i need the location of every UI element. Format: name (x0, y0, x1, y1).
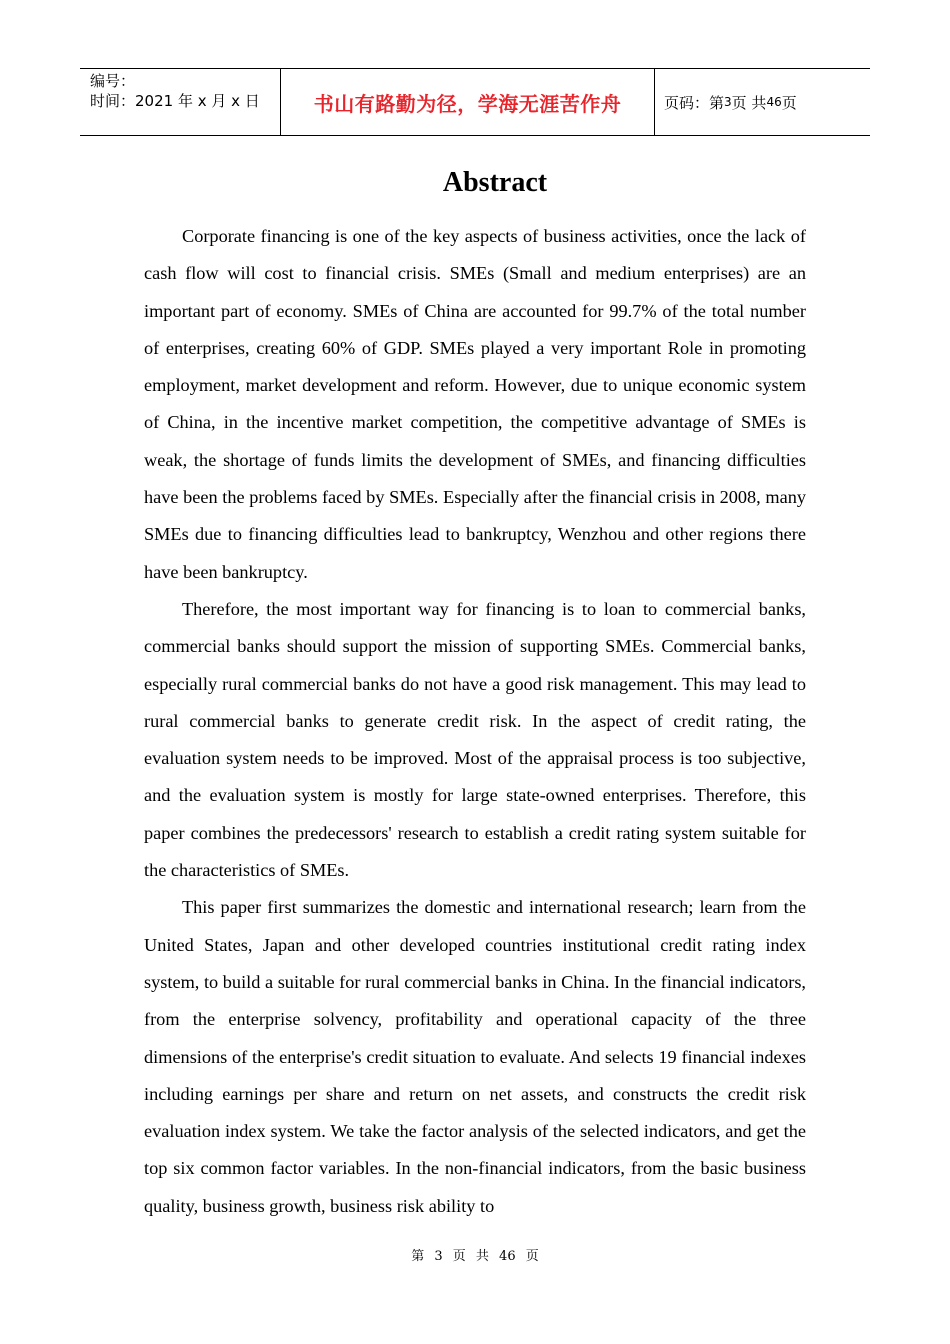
header-left-cell (80, 69, 281, 135)
paragraph: Corporate financing is one of the key aspects of business activities, once the lack of cash flow will cost to financial crisis. SMEs (Small and medium enterprises) are an important part of economy. SMEs of China are accounted for 99.7% of the total number of enterprises, creating 60% of GDP. SMEs played a very important Role in promoting employment, market development and reform. However, due to unique economic system of China, in the incentive market competition, the competitive advantage of SMEs is weak, the shortage of funds limits the development of SMEs, and financing difficulties have been the problems faced by SMEs. Especially after the financial crisis in 2008, many SMEs due to financing difficulties lead to bankruptcy, Wenzhou and other regions there have been bankruptcy. (144, 226, 806, 582)
document-header (80, 68, 870, 136)
page-code-prefix: 页码：第 (664, 93, 725, 112)
doc-number-label: 编号： (90, 72, 136, 90)
motto-text: 书山有路勤为径，学海无涯苦作舟 (313, 91, 622, 116)
page-code-middle: 页 共 (731, 93, 767, 112)
paragraph: This paper first summarizes the domestic and international research; learn from the United States, Japan and other developed countries institutional credit rating index system, to build a suitable for rural commercial banks in China. In the financial indicators, from the enterprise solvency, profitability and operational capacity of the three dimensions of the enterprise's credit situation to evaluate. And selects 19 financial indexes including earnings per share and return on net assets, and constructs the credit risk evaluation index system. We take the factor analysis of the selected indicators, and get the top six common factor variables. In the non-financial indicators, from the basic business quality, business growth, business risk ability to (144, 897, 806, 1216)
page-footer: 第 3 页 共 46 页 (411, 1249, 539, 1264)
header-motto-cell (281, 69, 655, 135)
date-label: 时间：2021 年 x 月 x 日 (90, 92, 260, 110)
paragraph: Therefore, the most important way for financing is to loan to commercial banks, commercial banks should support the mission of supporting SMEs. Commercial banks, especially rural commercial banks do not have a good risk management. This may lead to rural commercial banks to generate credit risk. In the aspect of credit rating, the evaluation system needs to be improved. Most of the appraisal process is too subjective, and the evaluation system is mostly for large state-owned enterprises. Therefore, this paper combines the predecessors' research to establish a credit rating system suitable for the characteristics of SMEs. (144, 598, 806, 881)
page-total: 46 (766, 95, 782, 109)
page-code-suffix: 页 (781, 93, 797, 112)
abstract-body (144, 218, 806, 1225)
page-title: Abstract (442, 167, 548, 198)
header-page-cell (655, 69, 870, 135)
page-current: 3 (724, 95, 732, 109)
